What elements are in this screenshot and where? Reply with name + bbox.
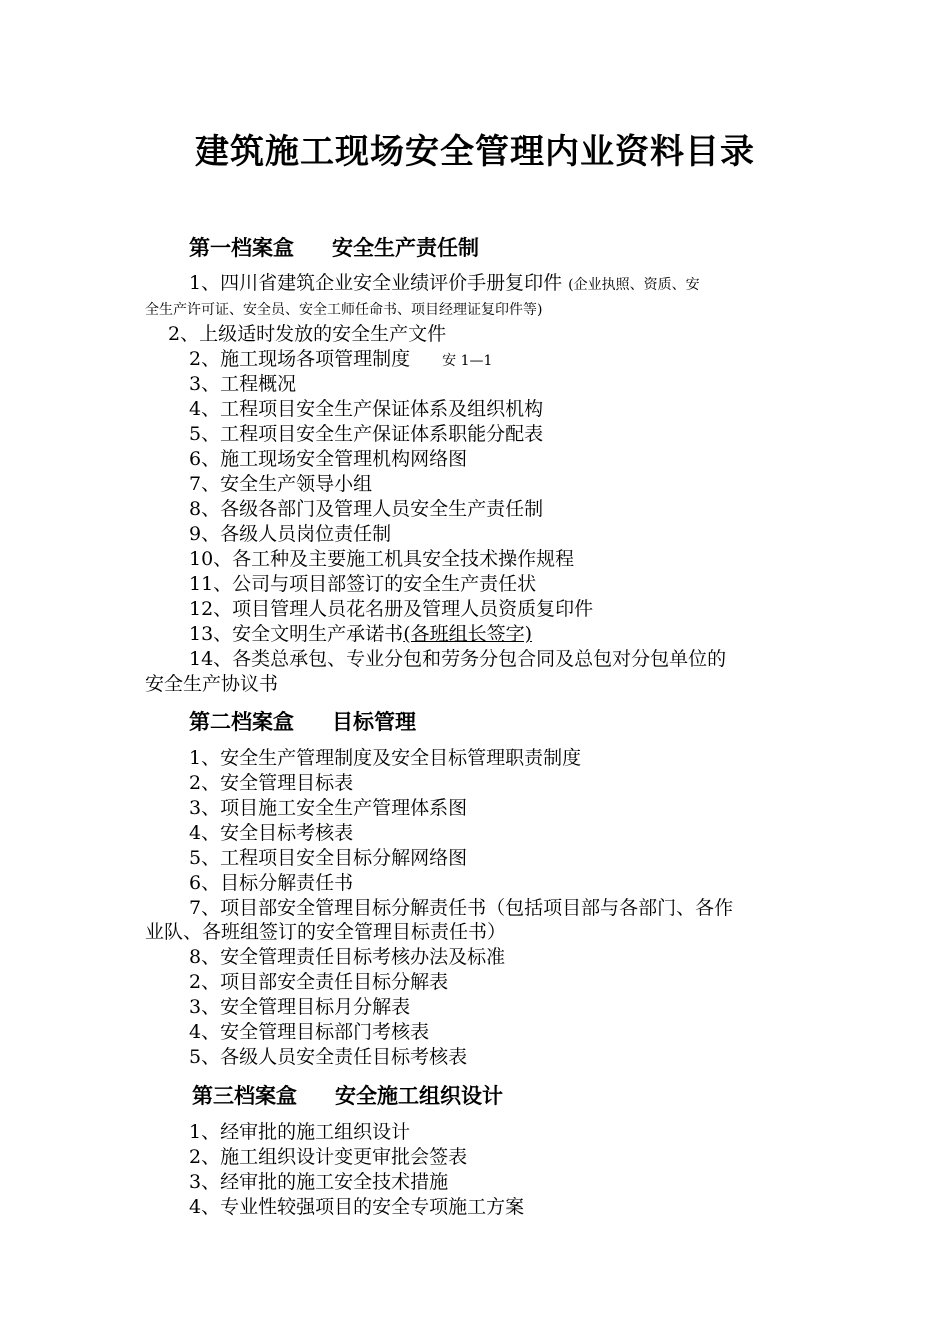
list-item: 1、经审批的施工组织设计	[189, 1121, 411, 1143]
underlined-note: (各班组长签字)	[403, 623, 533, 645]
list-item: 6、施工现场安全管理机构网络图	[189, 448, 468, 470]
list-item: 10、各工种及主要施工机具安全技术操作规程	[189, 548, 575, 570]
list-item: 4、安全管理目标部门考核表	[189, 1021, 430, 1043]
list-item: 6、目标分解责任书	[189, 872, 354, 894]
section-box-label: 第二档案盒	[189, 710, 294, 734]
list-item: 8、各级各部门及管理人员安全生产责任制	[189, 498, 544, 520]
list-item: 2、上级适时发放的安全生产文件	[168, 323, 447, 345]
list-item: 11、公司与项目部签订的安全生产责任状	[189, 573, 537, 595]
list-item: 1、四川省建筑企业安全业绩评价手册复印件 (企业执照、资质、安	[189, 272, 700, 294]
list-item: 12、项目管理人员花名册及管理人员资质复印件	[189, 598, 594, 620]
list-item: 5、各级人员安全责任目标考核表	[189, 1046, 468, 1068]
section-name: 安全施工组织设计	[335, 1084, 503, 1108]
section-box-label: 第一档案盒	[189, 236, 294, 260]
section-name: 安全生产责任制	[332, 236, 479, 260]
list-item-continuation: 全生产许可证、安全员、安全工师任命书、项目经理证复印件等)	[145, 302, 543, 318]
list-item: 8、安全管理责任目标考核办法及标准	[189, 946, 506, 968]
list-item: 2、施工组织设计变更审批会签表	[189, 1146, 468, 1168]
list-item: 5、工程项目安全目标分解网络图	[189, 847, 468, 869]
list-item: 7、安全生产领导小组	[189, 473, 373, 495]
section-heading-2	[189, 707, 416, 737]
list-item-continuation: 业队、各班组签订的安全管理目标责任书）	[145, 921, 507, 943]
list-item: 3、工程概况	[189, 373, 297, 395]
list-item: 7、项目部安全管理目标分解责任书（包括项目部与各部门、各作	[189, 897, 734, 919]
list-item: 9、各级人员岗位责任制	[189, 523, 392, 545]
section-name: 目标管理	[332, 710, 416, 734]
list-item: 4、安全目标考核表	[189, 822, 354, 844]
section-heading-1	[189, 233, 479, 263]
section-box-label: 第三档案盒	[192, 1084, 297, 1108]
list-item: 2、安全管理目标表	[189, 772, 354, 794]
list-item: 5、工程项目安全生产保证体系职能分配表	[189, 423, 544, 445]
list-item: 2、项目部安全责任目标分解表	[189, 971, 449, 993]
list-item: 3、安全管理目标月分解表	[189, 996, 411, 1018]
document-title: 建筑施工现场安全管理内业资料目录	[195, 132, 755, 172]
item-code: 安 1—1	[442, 353, 493, 369]
list-item: 14、各类总承包、专业分包和劳务分包合同及总包对分包单位的	[189, 648, 727, 670]
list-item-continuation: 安全生产协议书	[145, 673, 279, 695]
list-item: 3、经审批的施工安全技术措施	[189, 1171, 449, 1193]
list-item: 2、施工现场各项管理制度 安 1—1	[189, 348, 493, 370]
list-item: 4、工程项目安全生产保证体系及组织机构	[189, 398, 544, 420]
list-item: 1、安全生产管理制度及安全目标管理职责制度	[189, 747, 582, 769]
list-item: 3、项目施工安全生产管理体系图	[189, 797, 468, 819]
section-heading-3	[192, 1081, 503, 1111]
list-item: 4、专业性较强项目的安全专项施工方案	[189, 1196, 525, 1218]
item-note: (企业执照、资质、安	[568, 277, 700, 293]
list-item: 13、安全文明生产承诺书(各班组长签字)	[189, 623, 533, 645]
